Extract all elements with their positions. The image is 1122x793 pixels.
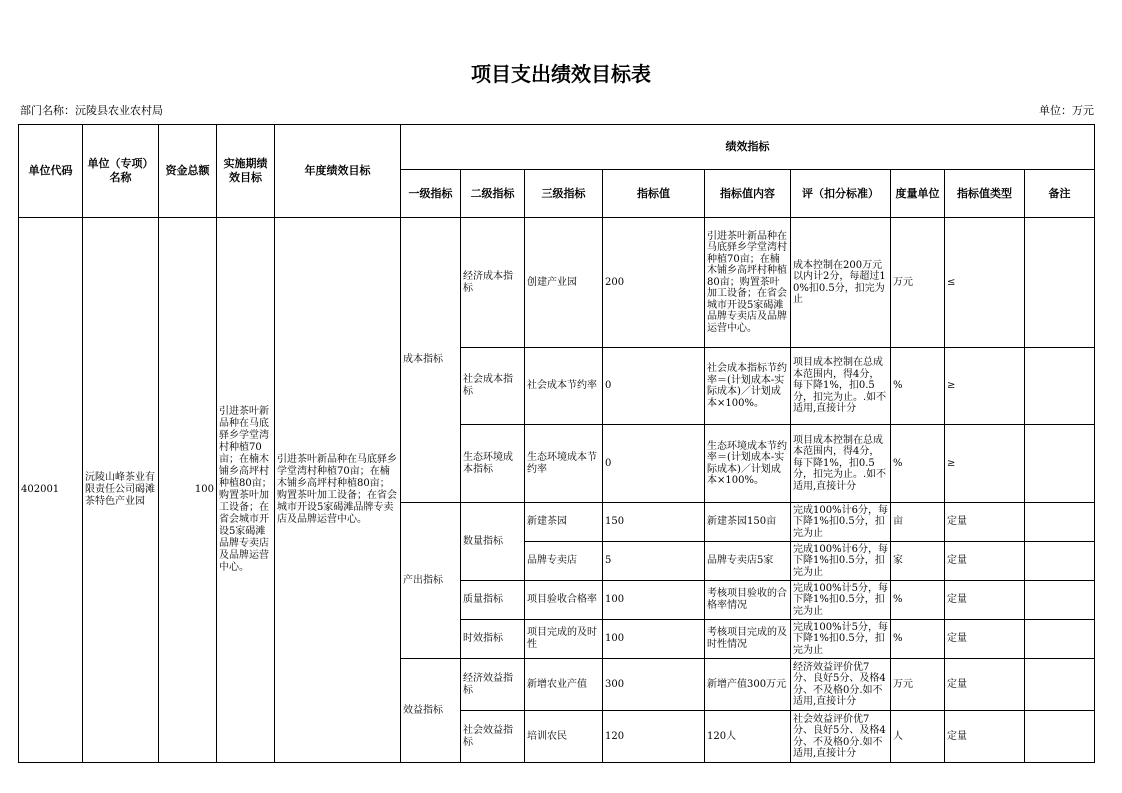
table-cell-l3: 项目完成的及时性 [525,620,603,659]
table-cell-l2: 质量指标 [461,581,525,620]
table-cell-remark [1025,425,1095,503]
header-indicators: 绩效指标 [401,125,1095,170]
table-cell-content: 120人 [705,711,791,763]
level1-output: 产出指标 [401,503,461,659]
table-cell-type: 定量 [945,659,1025,711]
table-cell-l3: 生态环境成本节约率 [525,425,603,503]
performance-table [18,124,1095,763]
table-cell-unit: 人 [891,711,945,763]
department-label: 部门名称：沅陵县农业农村局 [20,104,163,117]
header-value-content: 指标值内容 [705,170,791,218]
table-cell-scoring: 完成100%计6分，每下降1%扣0.5分，扣完为止 [791,503,891,542]
page-title: 项目支出绩效目标表 [471,62,651,86]
level1-cost: 成本指标 [401,218,461,503]
table-cell-l2: 社会成本指标 [461,348,525,425]
table-cell-content: 品牌专卖店5家 [705,542,791,581]
table-cell-scoring: 完成100%计5分，每下降1%扣0.5分，扣完为止 [791,581,891,620]
table-cell-value: 120 [603,711,705,763]
table-cell-content: 生态环境成本节约率＝(计划成本-实际成本)／计划成本×100%。 [705,425,791,503]
unit-label: 单位：万元 [1039,104,1094,117]
level1-benefit: 效益指标 [401,659,461,763]
table-cell-unit: % [891,348,945,425]
table-cell-l2: 数量指标 [461,503,525,581]
table-cell-content: 引进茶叶新品种在马底驿乡学堂湾村种植70亩；在楠木铺乡高坪村种植80亩；购置茶叶加工设备；在省会城市开设5家碣滩品牌专卖店及品牌运营中心。 [705,218,791,348]
table-cell-value: 0 [603,348,705,425]
header-annual-goal: 年度绩效目标 [275,125,401,218]
table-cell-unit: 万元 [891,218,945,348]
table-cell-type: 定量 [945,581,1025,620]
table-cell-remark [1025,218,1095,348]
table-cell-remark [1025,620,1095,659]
table-cell-content: 新增产值300万元 [705,659,791,711]
table-cell-remark [1025,542,1095,581]
table-cell-value: 0 [603,425,705,503]
table-cell-unit: % [891,581,945,620]
table-cell-unit: 万元 [891,659,945,711]
table-cell-value: 100 [603,581,705,620]
table-cell-type: ≥ [945,348,1025,425]
table-cell-content: 新建茶园150亩 [705,503,791,542]
header-scoring: 评（扣分标准） [791,170,891,218]
table-cell-remark [1025,348,1095,425]
table-cell-l3: 创建产业园 [525,218,603,348]
table-cell-l3: 培训农民 [525,711,603,763]
table-cell-type: 定量 [945,620,1025,659]
header-unit-name: 单位（专项）名称 [83,125,159,218]
header-total-funds: 资金总额 [159,125,217,218]
header-measure-unit: 度量单位 [891,170,945,218]
table-cell-l2: 经济成本指标 [461,218,525,348]
table-cell-l3: 项目验收合格率 [525,581,603,620]
table-cell-l3: 新增农业产值 [525,659,603,711]
header-remark: 备注 [1025,170,1095,218]
table-cell-unit: % [891,425,945,503]
table-cell-unit: % [891,620,945,659]
table-cell-scoring: 项目成本控制在总成本范围内，得4分，每下降1%，扣0.5分，扣完为止。.如不适用,直接计分 [791,348,891,425]
table-cell-value: 300 [603,659,705,711]
table-cell-type: 定量 [945,542,1025,581]
table-cell-l2: 生态环境成本指标 [461,425,525,503]
table-cell-scoring: 社会效益评价优7分、良好5分、及格4分、不及格0分.如不适用,直接计分 [791,711,891,763]
header-value: 指标值 [603,170,705,218]
table-cell-type: 定量 [945,711,1025,763]
table-cell-value: 5 [603,542,705,581]
table-cell-scoring: 完成100%计5分，每下降1%扣0.5分，扣完为止 [791,620,891,659]
table-cell-l2: 时效指标 [461,620,525,659]
table-cell-scoring: 项目成本控制在总成本范围内，得4分，每下降1%，扣0.5分，扣完为止。.如不适用,直接计分 [791,425,891,503]
table-cell-value: 150 [603,503,705,542]
table-cell-scoring: 经济效益评价优7分、良好5分、及格4分、不及格0分.如不适用,直接计分 [791,659,891,711]
project-name: 沅陵山峰茶业有限责任公司碣滩茶特色产业园 [83,218,159,763]
table-cell-value: 100 [603,620,705,659]
table-cell-remark [1025,581,1095,620]
header-period-goal: 实施期绩效目标 [217,125,275,218]
table-cell-scoring: 完成100%计6分，每下降1%扣0.5分，扣完为止 [791,542,891,581]
table-cell-unit: 亩 [891,503,945,542]
project-period-goal: 引进茶叶新品种在马底驿乡学堂湾村种植70亩；在楠木铺乡高坪村种植80亩；购置茶叶加工设备；在省会城市开设5家碣滩品牌专卖店及品牌运营中心。 [217,218,275,763]
header-value-type: 指标值类型 [945,170,1025,218]
table-cell-l3: 品牌专卖店 [525,542,603,581]
table-cell-value: 200 [603,218,705,348]
header-level3: 三级指标 [525,170,603,218]
table-cell-l3: 社会成本节约率 [525,348,603,425]
table-cell-type: ≥ [945,425,1025,503]
table-cell-content: 考核项目完成的及时性情况 [705,620,791,659]
table-cell-scoring: 成本控制在200万元以内计2分，每超过10%扣0.5分，扣完为止 [791,218,891,348]
table-cell-remark [1025,711,1095,763]
header-level1: 一级指标 [401,170,461,218]
table-cell-unit: 家 [891,542,945,581]
table-cell-content: 社会成本指标节约率＝(计划成本-实际成本)／计划成本×100%。 [705,348,791,425]
table-cell-remark [1025,659,1095,711]
header-unit-code: 单位代码 [19,125,83,218]
table-cell-remark [1025,503,1095,542]
project-annual-goal: 引进茶叶新品种在马底驿乡学堂湾村种植70亩；在楠木铺乡高坪村种植80亩；购置茶叶加工设备；在省会城市开设5家碣滩品牌专卖店及品牌运营中心。 [275,218,401,763]
table-cell-type: ≤ [945,218,1025,348]
table-cell-type: 定量 [945,503,1025,542]
project-code: 402001 [19,218,83,763]
header-level2: 二级指标 [461,170,525,218]
project-funds: 100 [159,218,217,763]
table-cell-content: 考核项目验收的合格率情况 [705,581,791,620]
table-cell-l2: 社会效益指标 [461,711,525,763]
table-cell-l2: 经济效益指标 [461,659,525,711]
table-cell-l3: 新建茶园 [525,503,603,542]
